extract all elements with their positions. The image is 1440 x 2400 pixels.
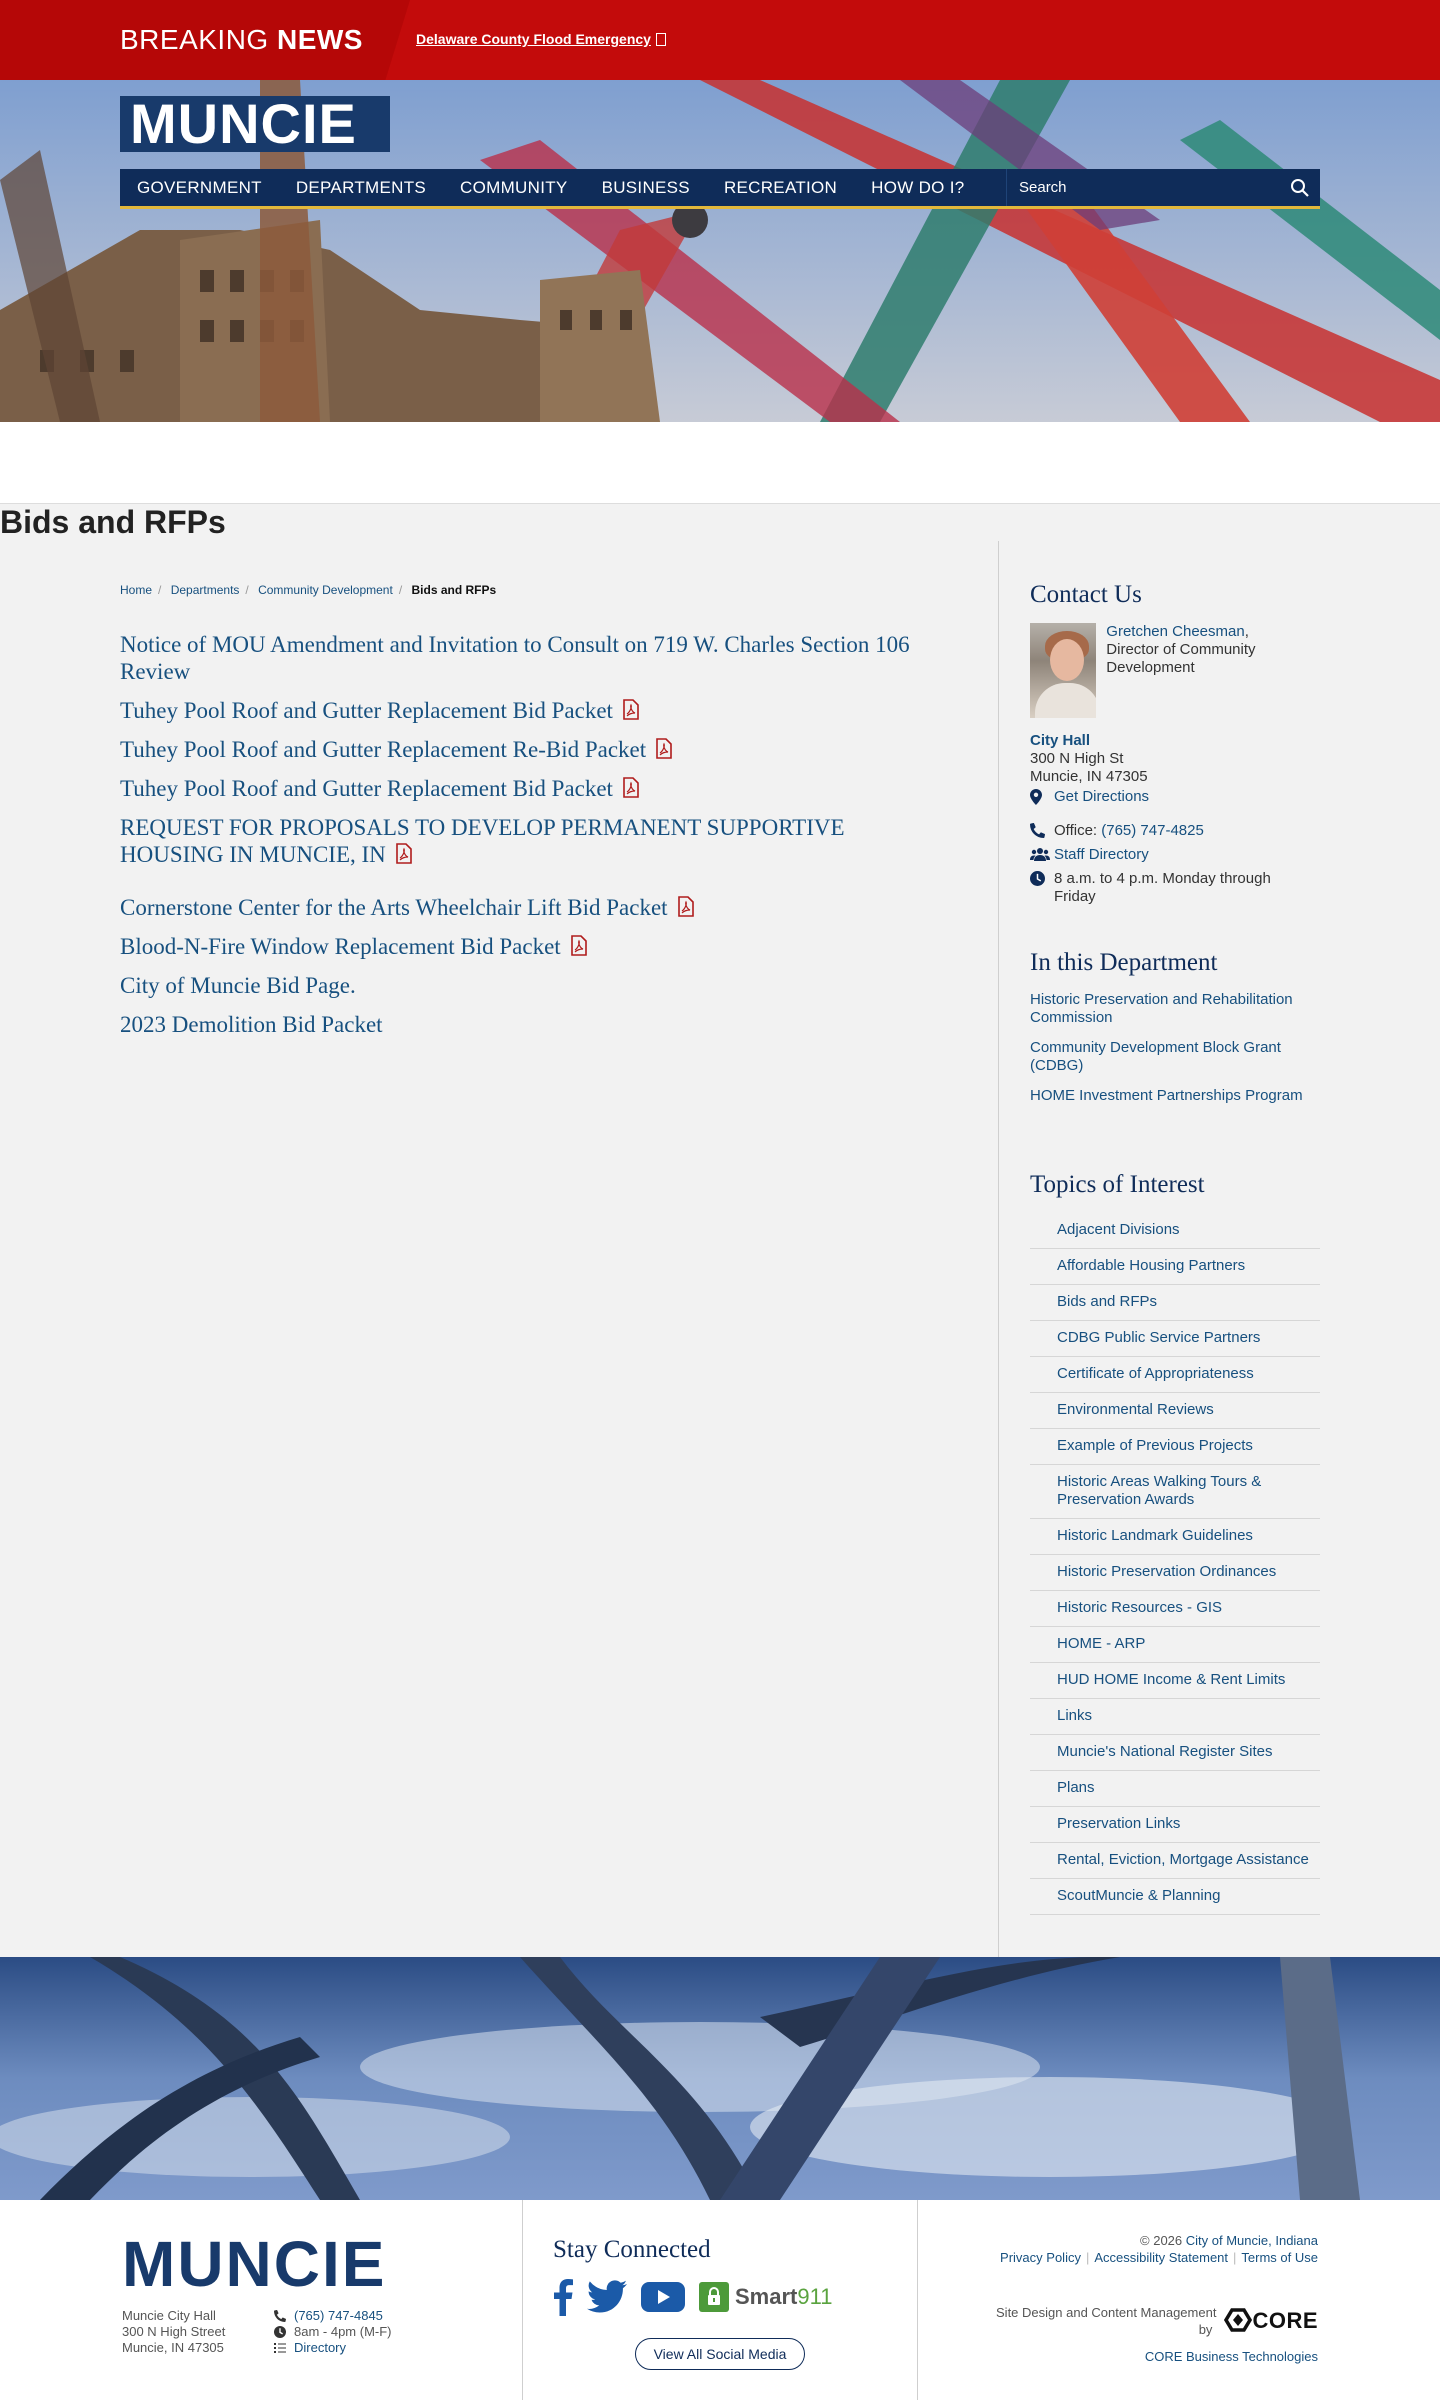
nav-item-recreation[interactable]: RECREATION (723, 177, 838, 197)
hero-banner (0, 80, 1440, 422)
bid-link[interactable]: Tuhey Pool Roof and Gutter Replacement Re-Bid Packet (120, 737, 647, 762)
footer-hours: 8am - 4pm (M-F) (294, 2324, 392, 2339)
topics-list (1030, 1213, 1320, 1915)
page-title: Bids and RFPs (0, 504, 226, 540)
breadcrumb-departments[interactable]: Departments (170, 583, 240, 597)
core-link-row (1145, 2348, 1318, 2365)
footer-divider (917, 2200, 918, 2400)
bid-link[interactable]: Notice of MOU Amendment and Invitation to Consult on 719 W. Charles Section 106 Review (120, 632, 910, 684)
department-links (1030, 991, 1320, 1105)
bid-link[interactable]: Blood-N-Fire Window Replacement Bid Packet (120, 934, 561, 959)
footer-address (122, 2308, 225, 2356)
staff-directory-link[interactable]: Staff Directory (1054, 846, 1149, 863)
bid-item (120, 775, 960, 802)
credit-line: Site Design and Content Management (996, 2305, 1217, 2320)
staff-directory-row (1030, 846, 1320, 864)
accessibility-statement-link[interactable]: Accessibility Statement (1094, 2250, 1229, 2265)
topic-link[interactable]: Links (1030, 1699, 1320, 1735)
topic-link[interactable]: Certificate of Appropriateness (1030, 1357, 1320, 1393)
nav-item-business[interactable]: BUSINESS (601, 177, 690, 197)
footer-credit (996, 2304, 1318, 2338)
office-phone-row (1030, 822, 1320, 840)
bid-item (120, 814, 920, 868)
footer-legal: © 2026 City of Muncie, Indiana Privacy Policy | Accessibility Statement | Terms of Use (1000, 2233, 1318, 2265)
copyright-link[interactable]: City of Muncie, Indiana (1185, 2233, 1318, 2248)
department-panel (1030, 949, 1320, 1117)
footer-background-image (0, 1957, 1440, 2200)
bid-link[interactable]: Tuhey Pool Roof and Gutter Replacement Bid Packet (120, 776, 613, 801)
clock-icon (274, 2326, 294, 2338)
topic-link[interactable]: Plans (1030, 1771, 1320, 1807)
search-box (1006, 169, 1320, 206)
hours-row (1030, 870, 1320, 906)
address-line-1: 300 N High St (1030, 750, 1124, 767)
department-link[interactable]: Historic Preservation and Rehabilitation Commission (1030, 991, 1293, 1026)
list-icon (274, 2342, 294, 2354)
map-pin-icon (1030, 788, 1054, 805)
footer-muncie-logo[interactable]: MUNCIE (122, 2228, 387, 2300)
office-name: City Hall (1030, 732, 1091, 749)
phone-icon (1030, 822, 1054, 838)
stay-connected-heading: Stay Connected (553, 2236, 711, 2263)
facebook-icon[interactable] (553, 2278, 573, 2316)
topics-panel (1030, 1171, 1320, 1915)
topic-link[interactable]: Rental, Eviction, Mortgage Assistance (1030, 1843, 1320, 1879)
breaking-news-link[interactable]: Delaware County Flood Emergency (416, 31, 666, 47)
topic-link[interactable]: CDBG Public Service Partners (1030, 1321, 1320, 1357)
topic-link[interactable]: Example of Previous Projects (1030, 1429, 1320, 1465)
office-phone-link[interactable]: (765) 747-4825 (1101, 822, 1204, 839)
smart911-wordmark: Smart911 (735, 2284, 833, 2309)
breadcrumb-home[interactable]: Home (120, 583, 153, 597)
pdf-icon[interactable] (678, 896, 694, 917)
nav-item-community[interactable]: COMMUNITY (460, 177, 568, 197)
topic-link[interactable]: Historic Preservation Ordinances (1030, 1555, 1320, 1591)
bid-item (120, 697, 960, 724)
users-icon (1030, 846, 1054, 861)
bids-list (120, 631, 960, 1050)
nav-item-departments[interactable]: DEPARTMENTS (295, 177, 427, 197)
social-links (553, 2278, 846, 2316)
topic-link[interactable]: HOME - ARP (1030, 1627, 1320, 1663)
pdf-icon[interactable] (571, 935, 587, 956)
bid-item (120, 972, 960, 999)
topic-link[interactable]: Adjacent Divisions (1030, 1213, 1320, 1249)
bid-item (120, 894, 960, 921)
topic-link[interactable]: Environmental Reviews (1030, 1393, 1320, 1429)
department-heading: In this Department (1030, 949, 1218, 976)
footer-divider (522, 2200, 523, 2400)
copyright: © 2026 (1140, 2233, 1186, 2248)
search-icon[interactable] (1280, 178, 1320, 198)
topic-link[interactable]: Historic Resources - GIS (1030, 1591, 1320, 1627)
topic-link[interactable]: Muncie's National Register Sites (1030, 1735, 1320, 1771)
topic-link[interactable]: Historic Areas Walking Tours & Preservation Awards (1030, 1465, 1320, 1519)
bid-item (120, 631, 960, 685)
directions-row (1030, 788, 1320, 806)
office-hours: 8 a.m. to 4 p.m. Monday through Friday (1054, 870, 1271, 905)
office-address (1030, 732, 1320, 786)
bid-item (120, 1011, 960, 1038)
topic-link[interactable]: Historic Landmark Guidelines (1030, 1519, 1320, 1555)
footer-address-line: Muncie, IN 47305 (122, 2340, 224, 2355)
page-title-band (0, 422, 1440, 504)
bid-item (120, 933, 960, 960)
youtube-icon[interactable] (641, 2282, 685, 2312)
contact-person (1030, 623, 1320, 718)
contact-heading: Contact Us (1030, 581, 1142, 608)
main-content (0, 541, 1440, 1957)
bid-link[interactable]: Tuhey Pool Roof and Gutter Replacement Bid Packet (120, 698, 613, 723)
core-wordmark: CORE (1252, 2307, 1318, 2333)
sidebar-divider (998, 541, 999, 1957)
topic-link[interactable]: HUD HOME Income & Rent Limits (1030, 1663, 1320, 1699)
department-link[interactable]: HOME Investment Partnerships Program (1030, 1087, 1303, 1104)
contact-photo (1030, 623, 1096, 718)
contact-person-info: Gretchen Cheesman, Director of Community Development (1106, 623, 1256, 676)
contact-panel (1030, 581, 1320, 906)
pdf-icon[interactable] (396, 843, 412, 864)
clock-icon (1030, 870, 1054, 886)
contact-person-title: Director of Community Development (1106, 641, 1256, 676)
document-icon (656, 33, 666, 46)
view-all-social-button[interactable]: View All Social Media (635, 2338, 805, 2370)
contact-person-name[interactable]: Gretchen Cheesman (1106, 623, 1245, 640)
footer-contact (274, 2308, 392, 2356)
search-input[interactable] (1007, 179, 1280, 196)
footer-address-line: 300 N High Street (122, 2324, 226, 2339)
get-directions-link[interactable]: Get Directions (1054, 788, 1150, 805)
bid-link[interactable]: City of Muncie Bid Page. (120, 973, 356, 998)
core-business-technologies-link[interactable]: CORE Business Technologies (1144, 2349, 1318, 2364)
pdf-icon[interactable] (623, 777, 639, 798)
main-nav (120, 169, 1320, 209)
lock-icon (699, 2282, 729, 2312)
department-link[interactable]: Community Development Block Grant (CDBG) (1030, 1039, 1281, 1074)
core-logo-icon (1224, 2308, 1252, 2332)
privacy-policy-link[interactable]: Privacy Policy (1000, 2250, 1081, 2265)
core-logo[interactable] (1224, 2308, 1318, 2332)
pdf-icon[interactable] (656, 738, 672, 759)
bid-item (120, 736, 960, 763)
office-label: Office: (1054, 822, 1098, 839)
address-line-2: Muncie, IN 47305 (1030, 768, 1148, 785)
footer-sculpture-image (0, 1957, 1440, 2200)
breaking-news-label: BREAKING NEWS (120, 24, 363, 55)
footer-address-line: Muncie City Hall (122, 2308, 216, 2323)
bid-link[interactable]: 2023 Demolition Bid Packet (120, 1012, 383, 1037)
phone-icon (274, 2310, 294, 2322)
topic-link[interactable]: Preservation Links (1030, 1807, 1320, 1843)
smart911-logo[interactable] (699, 2282, 832, 2312)
footer-directory-link[interactable]: Directory (294, 2340, 347, 2355)
twitter-icon[interactable] (587, 2280, 627, 2314)
breaking-news-bar (0, 0, 1440, 80)
breadcrumb-current: Bids and RFPs (411, 583, 497, 597)
credit-by: by (1198, 2322, 1213, 2337)
bid-link[interactable]: Cornerstone Center for the Arts Wheelchair Lift Bid Packet (120, 895, 668, 920)
pdf-icon[interactable] (623, 699, 639, 720)
breadcrumb-community-development[interactable]: Community Development (258, 583, 393, 597)
footer-phone-link[interactable]: (765) 747-4845 (294, 2308, 383, 2323)
site-footer (0, 2200, 1440, 2400)
muncie-logo[interactable]: MUNCIE (120, 96, 390, 152)
nav-item-government[interactable]: GOVERNMENT (137, 177, 262, 197)
topic-link[interactable]: Affordable Housing Partners (1030, 1249, 1320, 1285)
terms-of-use-link[interactable]: Terms of Use (1241, 2250, 1318, 2265)
topic-link[interactable]: ScoutMuncie & Planning (1030, 1879, 1320, 1915)
bid-link[interactable]: REQUEST FOR PROPOSALS TO DEVELOP PERMANENT SUPPORTIVE HOUSING IN MUNCIE, IN (120, 815, 845, 867)
topic-link[interactable]: Bids and RFPs (1030, 1285, 1320, 1321)
nav-item-how-do-i[interactable]: HOW DO I? (871, 177, 965, 197)
topics-heading: Topics of Interest (1030, 1171, 1205, 1198)
breadcrumb: Home / Departments / Community Development / Bids and RFPs (120, 583, 497, 597)
